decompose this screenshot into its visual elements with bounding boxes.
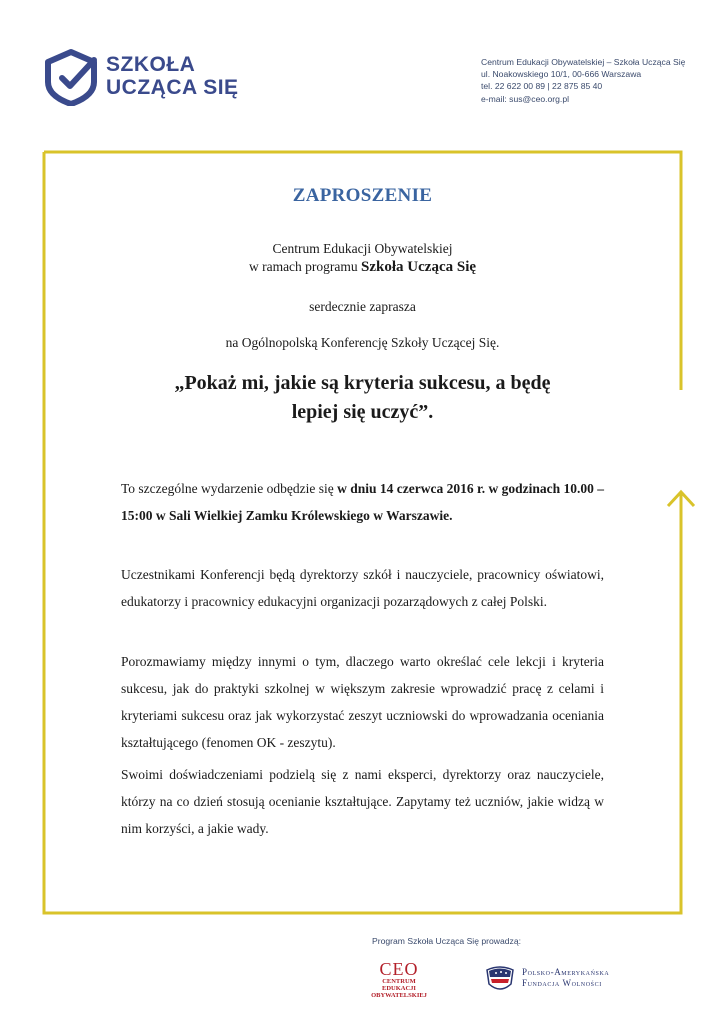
logo-line-2: UCZĄCA SIĘ <box>106 76 239 99</box>
program-name: Szkoła Ucząca Się <box>361 259 477 275</box>
paragraph-speakers: Swoimi doświadczeniami podzielą się z nami eksperci, dyrektorzy oraz nauczyciele, którzy na co dzień stosują ocenianie kształtujące. Zapytamy też uczniów, jakie widzą w nim korzyści, a jakie wady. <box>121 767 604 836</box>
ceo-logo <box>366 960 432 1000</box>
invites-line: serdecznie zaprasza <box>309 299 416 314</box>
program-line <box>0 259 725 276</box>
paragraph-topics: Porozmawiamy między innymi o tym, dlaczego warto określać cele lekcji i kryteria sukcesu, jak do praktyki szkolnej w większym zakresie wprowadzić pracę z celami i kryteriami sukcesu oraz jak wykorzystać zeszyt uczniowski do wprowadzania oceniania kształtującego (fenomen OK - zeszytu). <box>121 654 604 750</box>
pafw-name <box>522 967 609 989</box>
conference-title-line-2: lepiej się uczyć”. <box>291 401 434 423</box>
event-date-place: w dniu 14 czerwca 2016 r. w godzinach 10.00 – 15:00 w Sali Wielkiej Zamku Królewskiego w Warszawie. <box>121 481 604 523</box>
footer-caption: Program Szkoła Ucząca Się prowadzą: <box>372 936 522 946</box>
paragraph-event-details <box>121 475 604 529</box>
contact-email[interactable]: e-mail: sus@ceo.org.pl <box>481 93 570 104</box>
contact-phone: tel. 22 622 00 89 | 22 875 85 40 <box>481 81 603 92</box>
pafw-line-2: Fundacja Wolności <box>522 978 602 988</box>
invitation-title: ZAPROSZENIE <box>292 185 433 206</box>
pafw-emblem-icon <box>484 964 516 994</box>
program-prefix: w ramach programu <box>248 259 362 274</box>
conference-line: na Ogólnopolską Konferencję Szkoły Uczącej Się. <box>225 335 500 350</box>
logo-line-1: SZKOŁA <box>106 53 196 76</box>
ceo-name-line-1: CENTRUM EDUKACJI <box>382 978 416 992</box>
event-intro: To szczególne wydarzenie odbędzie się <box>121 481 338 496</box>
paragraph-participants: Uczestnikami Konferencji będą dyrektorzy szkół i nauczyciele, pracownicy oświatowi, edukatorzy i pracownicy edukacyjni organizacji pozarządowych z całej Polski. <box>121 567 604 609</box>
contact-address: ul. Noakowskiego 10/1, 00-666 Warszawa <box>481 69 642 80</box>
contact-org: Centrum Edukacji Obywatelskiej – Szkoła Ucząca Się <box>481 57 686 67</box>
ceo-mark: CEO <box>379 959 419 979</box>
organizer-line: Centrum Edukacji Obywatelskiej <box>272 241 453 256</box>
conference-title-line-1: „Pokaż mi, jakie są kryteria sukcesu, a będę <box>174 372 551 394</box>
pafw-line-1: Polsko-Amerykańska <box>522 967 610 977</box>
ceo-name-line-2: OBYWATELSKIEJ <box>371 992 427 999</box>
